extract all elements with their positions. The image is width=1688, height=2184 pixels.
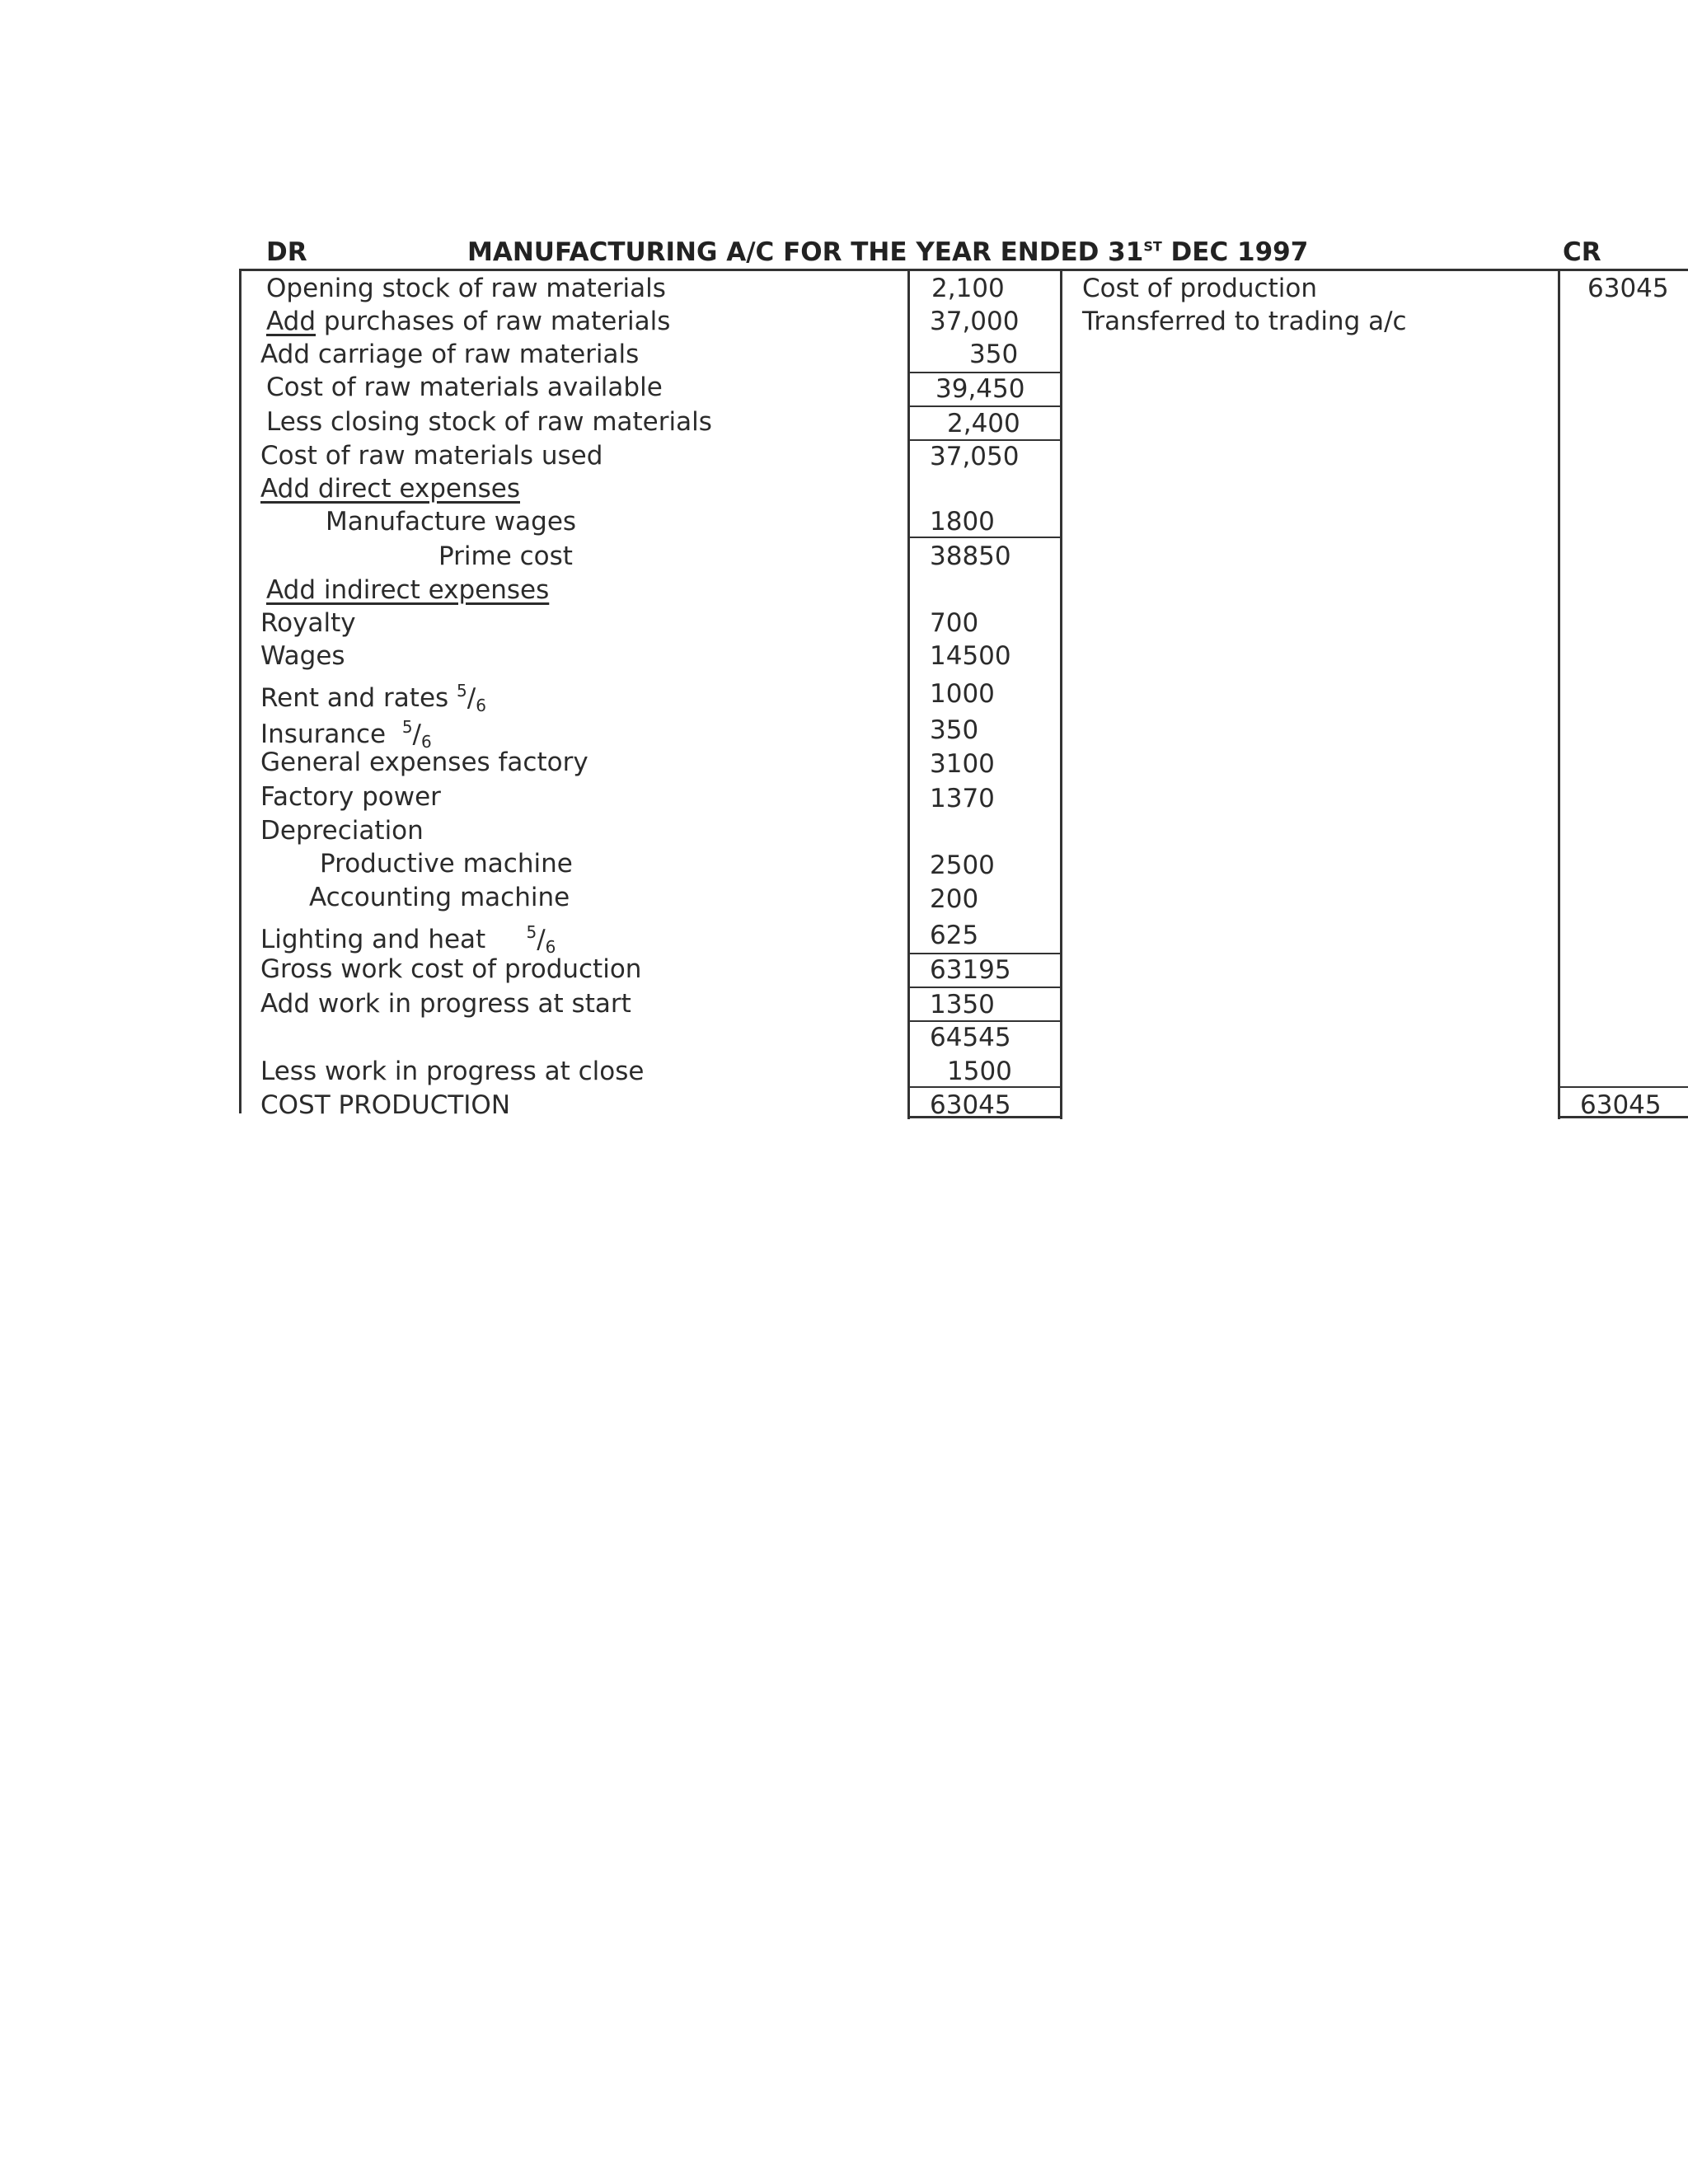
- debit-row-label: Factory power: [260, 782, 441, 812]
- amount-col-left-border: [907, 269, 910, 1119]
- debit-row-amount: 63195: [930, 955, 1011, 985]
- debit-row-amount: 350: [930, 715, 979, 745]
- debit-row-amount: 37,000: [930, 307, 1020, 336]
- amount-col-right-border: [1060, 269, 1062, 1119]
- cr-label: CR: [1563, 237, 1601, 267]
- credit-row-amount: 63045: [1587, 274, 1669, 303]
- debit-row-label: Less closing stock of raw materials: [266, 407, 712, 437]
- debit-row-label: General expenses factory: [260, 748, 588, 777]
- debit-row-amount: 39,450: [935, 374, 1025, 404]
- debit-row-amount: 14500: [930, 641, 1011, 671]
- debit-row-label: Wages: [260, 641, 345, 671]
- debit-row-label: Royalty: [260, 608, 356, 638]
- debit-section-heading: Add indirect expenses: [266, 575, 550, 605]
- debit-row-amount: 1800: [930, 507, 995, 537]
- dr-label: DR: [266, 237, 307, 267]
- debit-row-amount: 700: [930, 608, 979, 638]
- debit-row-amount: 64545: [930, 1023, 1011, 1052]
- debit-row-amount: 37,050: [930, 442, 1020, 471]
- debit-row-label: Cost of raw materials available: [266, 373, 663, 402]
- debit-row-amount: 200: [930, 884, 979, 914]
- header-rule: [239, 269, 1688, 271]
- debit-row-label: Productive machine: [320, 849, 573, 879]
- debit-row-label: Add work in progress at start: [260, 989, 631, 1019]
- debit-row-label: Manufacture wages: [326, 507, 577, 537]
- debit-row-amount: 2500: [930, 851, 995, 880]
- debit-total-amount: 63045: [930, 1090, 1011, 1120]
- debit-row-label: Cost of raw materials used: [260, 441, 603, 471]
- debit-row-amount: 2,400: [947, 409, 1020, 438]
- debit-row-amount: 38850: [930, 541, 1011, 571]
- debit-row-amount: 1000: [930, 679, 995, 709]
- debit-row-amount: 1500: [947, 1057, 1012, 1086]
- debit-row-amount: 1370: [930, 784, 995, 813]
- credit-row-label: Transferred to trading a/c: [1082, 307, 1407, 336]
- debit-section-heading: Add direct expenses: [260, 474, 520, 504]
- debit-row-label: Prime cost: [438, 541, 573, 571]
- account-title: MANUFACTURING A/C FOR THE YEAR ENDED 31ST DEC 1997: [467, 237, 1309, 267]
- debit-row-label: Lighting and heat $^5/_6$: [260, 922, 556, 957]
- debit-row-label: Insurance $^5/_6$: [260, 717, 432, 752]
- credit-subtotal-rule: [1558, 1086, 1688, 1088]
- credit-total-amount: 63045: [1580, 1090, 1662, 1120]
- debit-row-amount: 1350: [930, 990, 995, 1019]
- debit-row-label: Opening stock of raw materials: [266, 274, 666, 303]
- debit-row-amount: 350: [969, 340, 1019, 369]
- left-border: [239, 269, 241, 1113]
- credit-row-label: Cost of production: [1082, 274, 1317, 303]
- debit-row-label: Add carriage of raw materials: [260, 340, 640, 369]
- debit-row-label: Accounting machine: [309, 883, 570, 912]
- debit-row-amount: 3100: [930, 749, 995, 779]
- debit-row-label: Depreciation: [260, 816, 424, 846]
- debit-row-label: Rent and rates $^5/_6$: [260, 681, 486, 715]
- debit-row-label: Less work in progress at close: [260, 1057, 645, 1086]
- debit-row-label: Add purchases of raw materials: [266, 307, 671, 336]
- credit-amount-col-border: [1558, 269, 1560, 1119]
- debit-row-label: Gross work cost of production: [260, 954, 642, 984]
- debit-row-amount: 2,100: [931, 274, 1005, 303]
- debit-total-label: COST PRODUCTION: [260, 1090, 511, 1120]
- debit-row-amount: 625: [930, 921, 979, 950]
